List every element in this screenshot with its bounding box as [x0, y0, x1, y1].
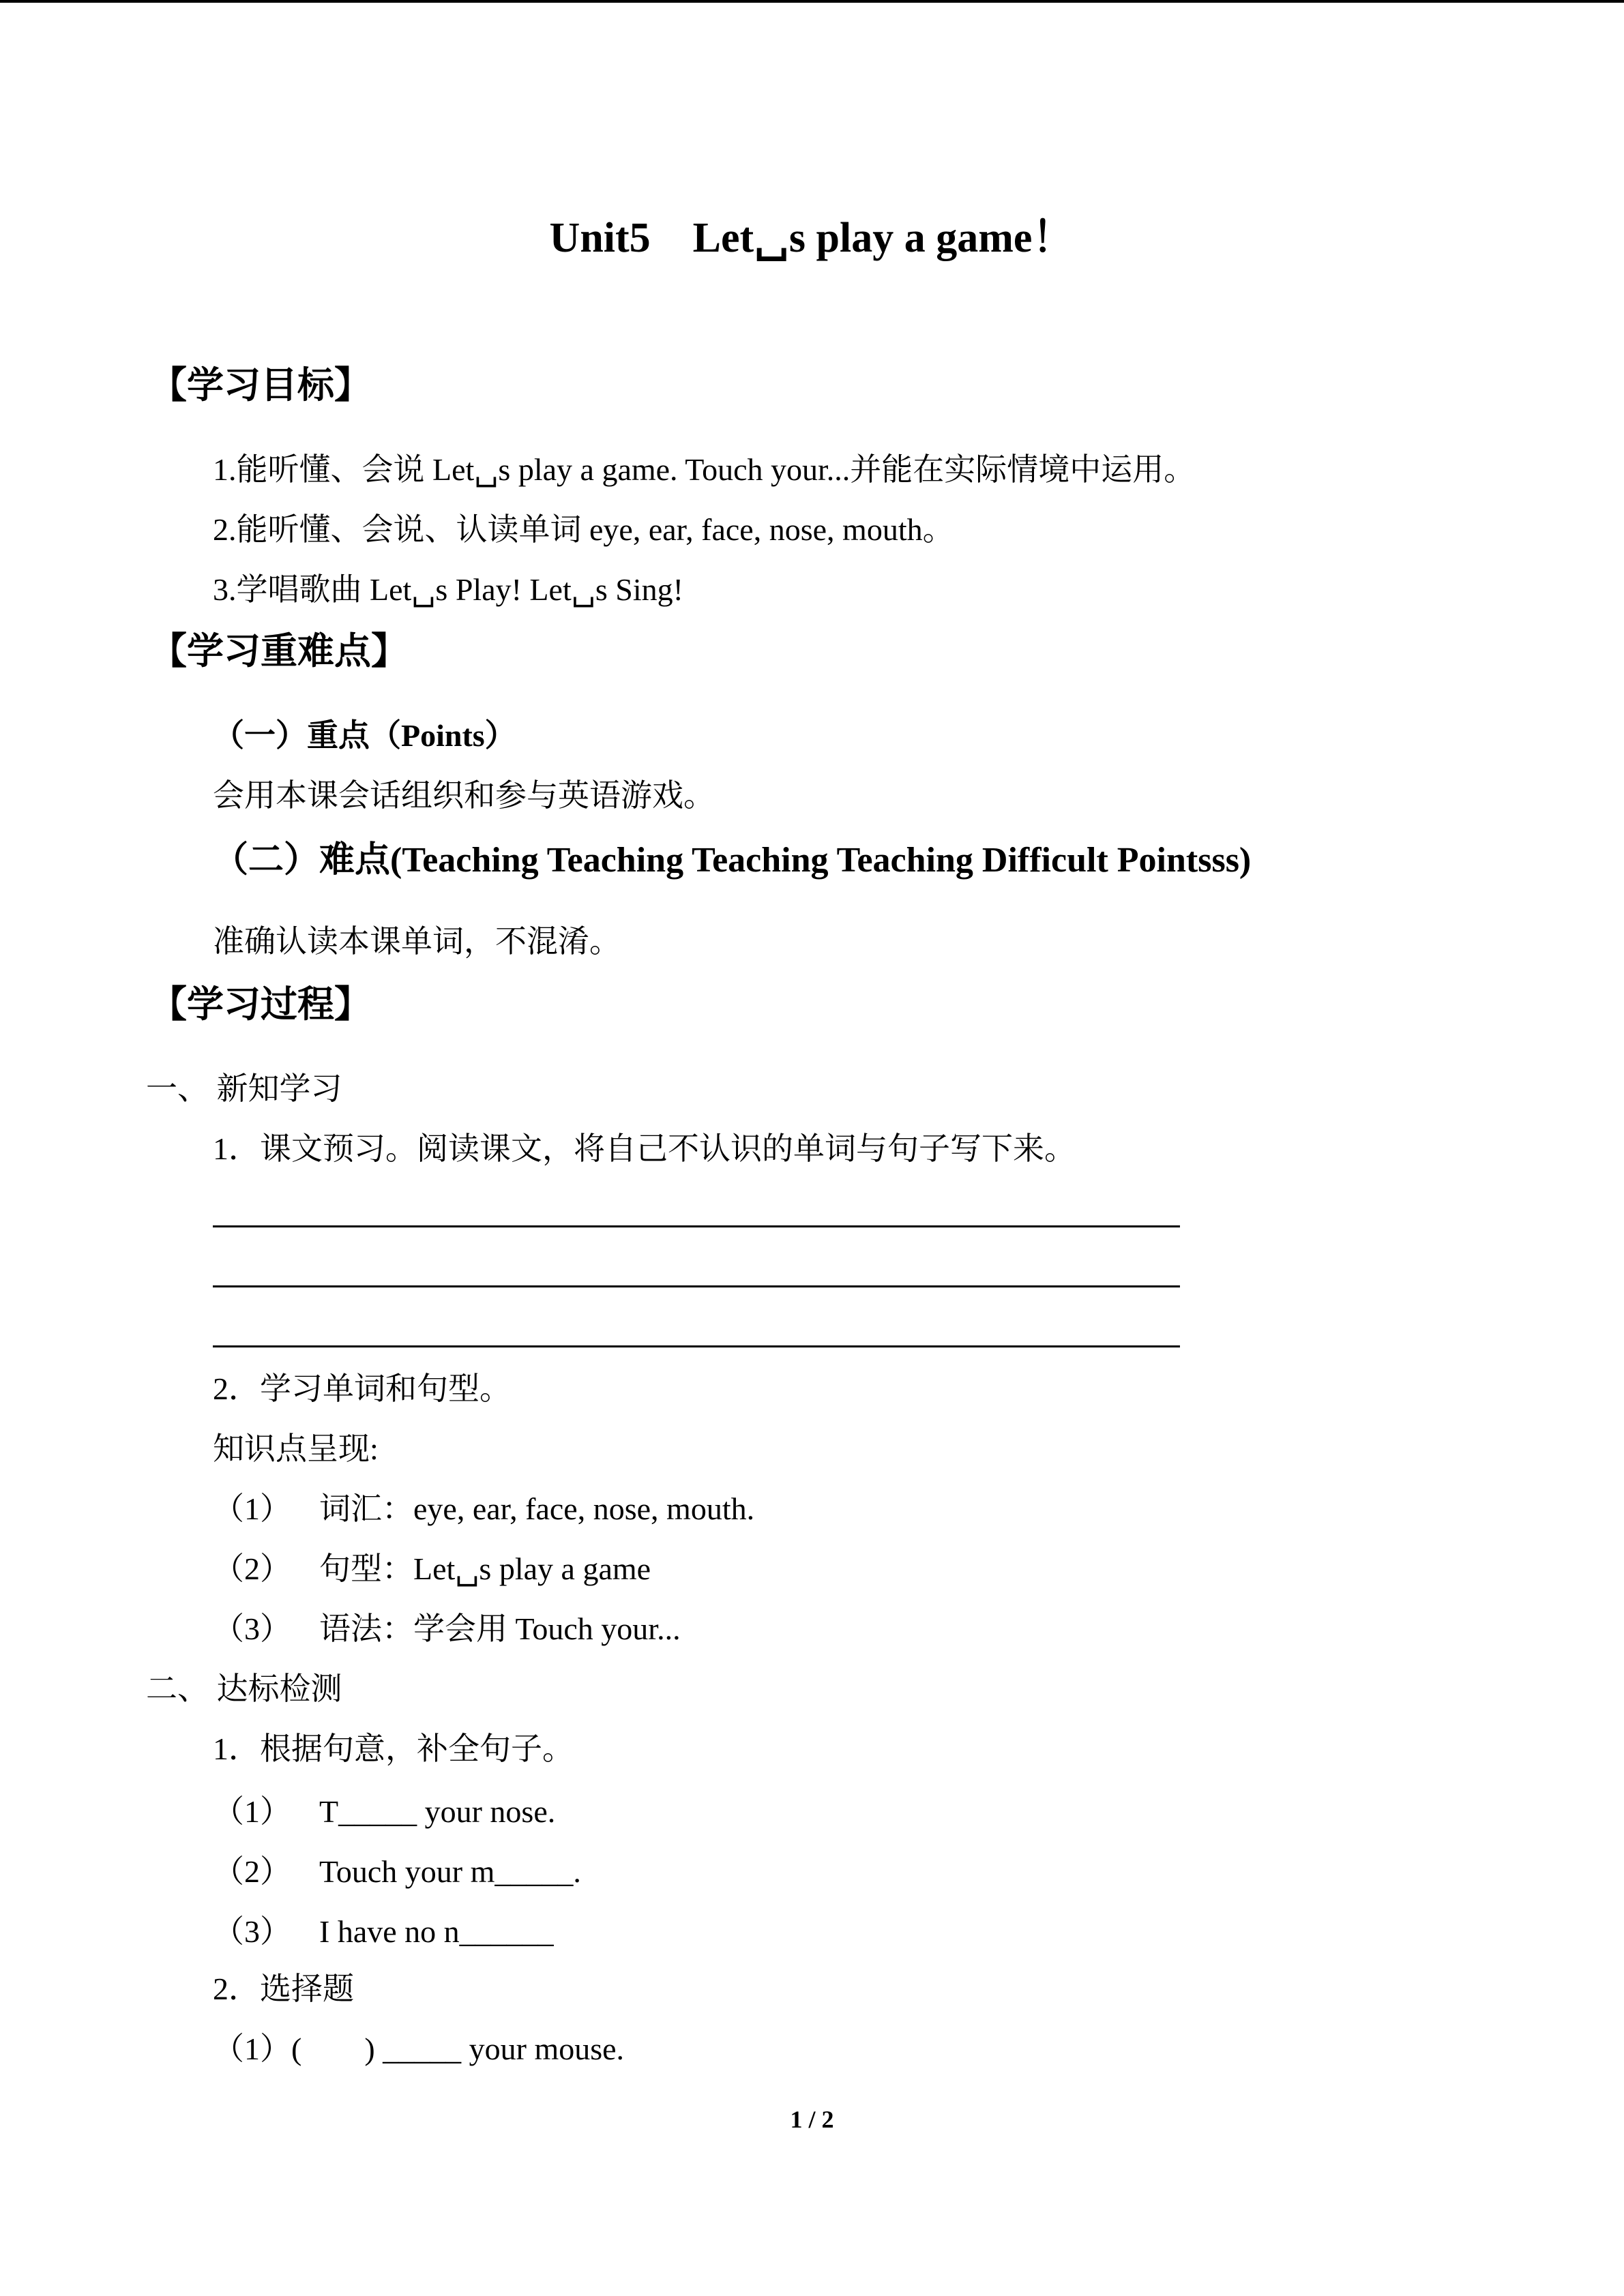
answer-line-3 — [213, 1345, 1180, 1347]
knowledge-item-3-text: 语法：学会用 Touch your... — [319, 1611, 681, 1646]
fill-item-2 — [213, 1856, 581, 1888]
part1-item-2: 2．学习单词和句型。 — [213, 1371, 511, 1406]
answer-line-2 — [213, 1285, 1180, 1287]
key-points-heading: 【学习重难点】 — [150, 629, 408, 672]
objectives-heading: 【学习目标】 — [150, 363, 371, 406]
fill-item-3-num: （3） — [213, 1914, 291, 1949]
points-label: （一）重点（Points） — [213, 718, 516, 753]
fill-item-1-num: （1） — [213, 1794, 291, 1829]
objective-item-1: 1.能听懂、会说 Let␣s play a game. Touch your...并能在实际情境中运用。 — [213, 452, 1196, 487]
fill-item-3 — [213, 1916, 554, 1948]
answer-line-1 — [213, 1225, 1180, 1227]
fill-item-1-text: T_____ your nose. — [319, 1794, 556, 1829]
fill-item-3-text: I have no n______ — [319, 1914, 554, 1949]
objective-item-2: 2.能听懂、会说、认读单词 eye, ear, face, nose, mouth。 — [213, 512, 954, 547]
knowledge-item-3 — [213, 1613, 681, 1645]
objective-item-3: 3.学唱歌曲 Let␣s Play! Let␣s Sing! — [213, 572, 683, 607]
knowledge-item-2-num: （2） — [213, 1551, 291, 1586]
fill-item-2-text: Touch your m_____. — [319, 1854, 581, 1889]
difficult-points-text: 准确认读本课单词，不混淆。 — [213, 924, 621, 959]
fill-item-1 — [213, 1796, 555, 1828]
part2-item-1: 1．根据句意，补全句子。 — [213, 1731, 574, 1766]
page-top-border — [0, 0, 1624, 3]
choice-item-1: （1）( ) _____ your mouse. — [213, 2031, 625, 2066]
document-title: Unit5 Let␣s play a game！ — [549, 215, 1075, 261]
part1-item-1: 1．课文预习。阅读课文，将自己不认识的单词与句子写下来。 — [213, 1131, 1076, 1166]
points-text: 会用本课会话组织和参与英语游戏。 — [213, 778, 715, 813]
knowledge-item-2 — [213, 1553, 651, 1585]
knowledge-item-2-text: 句型：Let␣s play a game — [319, 1551, 651, 1586]
difficult-points-label: （二）难点(Teaching Teaching Teaching Teaching Difficult Pointsss) — [213, 841, 1252, 880]
process-heading: 【学习过程】 — [150, 983, 371, 1026]
fill-item-2-num: （2） — [213, 1854, 291, 1889]
part2-item-2: 2．选择题 — [213, 1971, 354, 2006]
knowledge-item-1-num: （1） — [213, 1491, 291, 1526]
page-number: 1 / 2 — [790, 2106, 834, 2133]
knowledge-item-1 — [213, 1493, 754, 1525]
part2-label: 二、 达标检测 — [146, 1671, 342, 1706]
part1-label: 一、 新知学习 — [146, 1071, 342, 1106]
knowledge-label: 知识点呈现: — [213, 1431, 379, 1466]
knowledge-item-3-num: （3） — [213, 1611, 291, 1646]
knowledge-item-1-text: 词汇：eye, ear, face, nose, mouth. — [319, 1491, 755, 1526]
